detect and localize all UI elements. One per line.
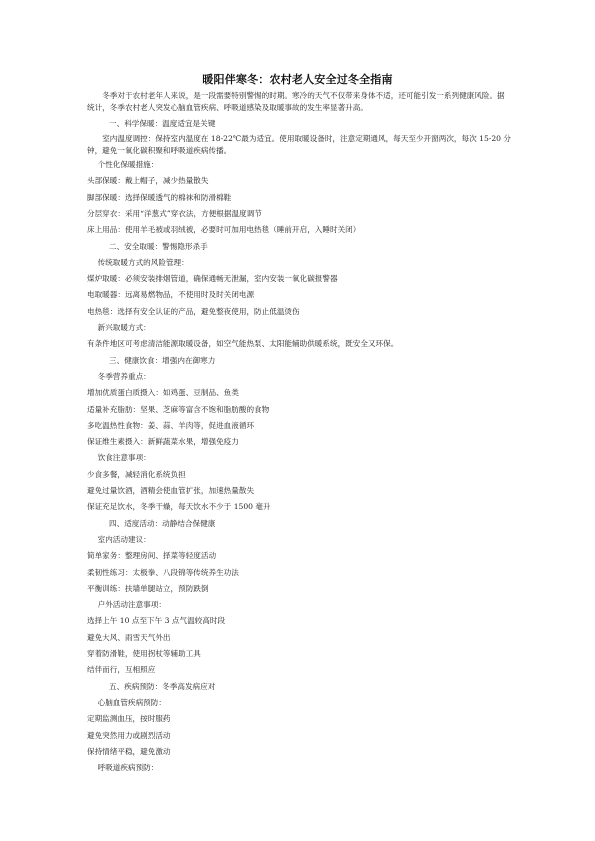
subheading-new-heating: 新兴取暖方式： xyxy=(97,323,151,333)
list-item: 电热毯：选择有安全认证的产品，避免整夜使用，防止低温烫伤 xyxy=(87,306,300,316)
list-item: 避免大风、雨雪天气外出 xyxy=(87,632,171,642)
subheading-indoor-activity: 室内活动建议： xyxy=(97,534,151,544)
list-item: 保持情绪平稳，避免激动 xyxy=(87,746,171,756)
list-item: 避免突然用力或剧烈活动 xyxy=(87,730,171,740)
list-item: 床上用品：使用羊毛被或羽绒被，必要时可加用电热毯（睡前开启，入睡时关闭） xyxy=(87,225,361,235)
document-body xyxy=(87,90,512,776)
subheading-personal-warmth: 个性化保暖措施： xyxy=(97,160,159,170)
list-item: 保证充足饮水，冬季干燥，每天饮水不少于 1500 毫升 xyxy=(87,502,271,512)
list-item: 避免过量饮酒，酒精会使血管扩张，加速热量散失 xyxy=(87,486,255,496)
subheading-outdoor-activity: 户外活动注意事项： xyxy=(97,600,166,610)
list-item: 保证维生素摄入：新鲜蔬菜水果，增强免疫力 xyxy=(87,437,239,447)
list-item: 适量补充脂肪：坚果、芝麻等富含不饱和脂肪酸的食物 xyxy=(87,404,270,414)
subheading-respiratory-prevention: 呼吸道疾病预防： xyxy=(97,763,159,773)
subheading-cardio-prevention: 心脑血管疾病预防： xyxy=(97,697,166,707)
subheading-traditional-heating: 传统取暖方式的风险管理： xyxy=(97,257,189,267)
list-item: 电取暖器：远离易燃物品，不使用时及时关闭电源 xyxy=(87,290,255,300)
list-item: 选择上午 10 点至下午 3 点气温较高时段 xyxy=(87,616,226,626)
section-heading-heating-safety: 二、安全取暖：警惕隐形杀手 xyxy=(109,241,208,251)
list-item: 简单家务：整理房间、择菜等轻度活动 xyxy=(87,551,217,561)
document-title: 暖阳伴寒冬：农村老人安全过冬全指南 xyxy=(202,73,393,86)
section-heading-activity: 四、适度活动：动静结合保健康 xyxy=(109,518,216,528)
list-item: 有条件地区可考虑清洁能源取暖设备，如空气能热泵、太阳能辅助供暖系统，既安全又环保。 xyxy=(87,339,399,349)
section-heading-diet: 三、健康饮食：增强内在御寒力 xyxy=(109,355,216,365)
intro-paragraph: 冬季对于农村老年人来说，是一段需要特别警惕的时期。寒冷的天气不仅带来身体不适，还可能引发一系列健康风险。据统计，冬季农村老人突发心脑血管疾病、呼吸道感染及取暖事故的发生率显著升高。 xyxy=(87,91,505,113)
list-item: 煤炉取暖：必须安装排烟管道，确保通畅无泄漏，室内安装一氧化碳报警器 xyxy=(87,274,338,284)
list-item: 结伴而行，互相照应 xyxy=(87,665,156,675)
section-heading-disease-prevention: 五、疾病预防：冬季高发病应对 xyxy=(109,681,216,691)
list-item: 少食多餐，减轻消化系统负担 xyxy=(87,469,186,479)
list-item: 穿着防滑鞋，使用拐杖等辅助工具 xyxy=(87,649,201,659)
section-heading-warmth: 一、科学保暖：温度适宜是关键 xyxy=(109,119,216,129)
list-item: 柔韧性练习：太极拳、八段锦等传统养生功法 xyxy=(87,567,239,577)
list-item: 多吃温热性食物：姜、蒜、羊肉等，促进血液循环 xyxy=(87,420,255,430)
room-temperature-paragraph: 室内温度调控：保持室内温度在 18-22℃最为适宜。使用取暖设备时，注意定期通风，每天至少开窗两次，每次 15-20 分钟，避免一氧化碳积聚和呼吸道疾病传播。 xyxy=(87,133,512,155)
list-item: 增加优质蛋白质摄入：如鸡蛋、豆制品、鱼类 xyxy=(87,388,239,398)
list-item: 平衡训练：扶墙单腿站立，预防跌倒 xyxy=(87,583,209,593)
subheading-winter-nutrition: 冬季营养重点： xyxy=(97,371,151,381)
list-item: 头部保暖：戴上帽子，减少热量散失 xyxy=(87,176,209,186)
list-item: 定期监测血压，按时服药 xyxy=(87,714,171,724)
subheading-diet-notes: 饮食注意事项： xyxy=(97,453,151,463)
list-item: 脚部保暖：选择保暖透气的棉袜和防滑棉鞋 xyxy=(87,192,232,202)
list-item: 分层穿衣：采用“洋葱式”穿衣法，方便根据温度调节 xyxy=(87,209,262,218)
